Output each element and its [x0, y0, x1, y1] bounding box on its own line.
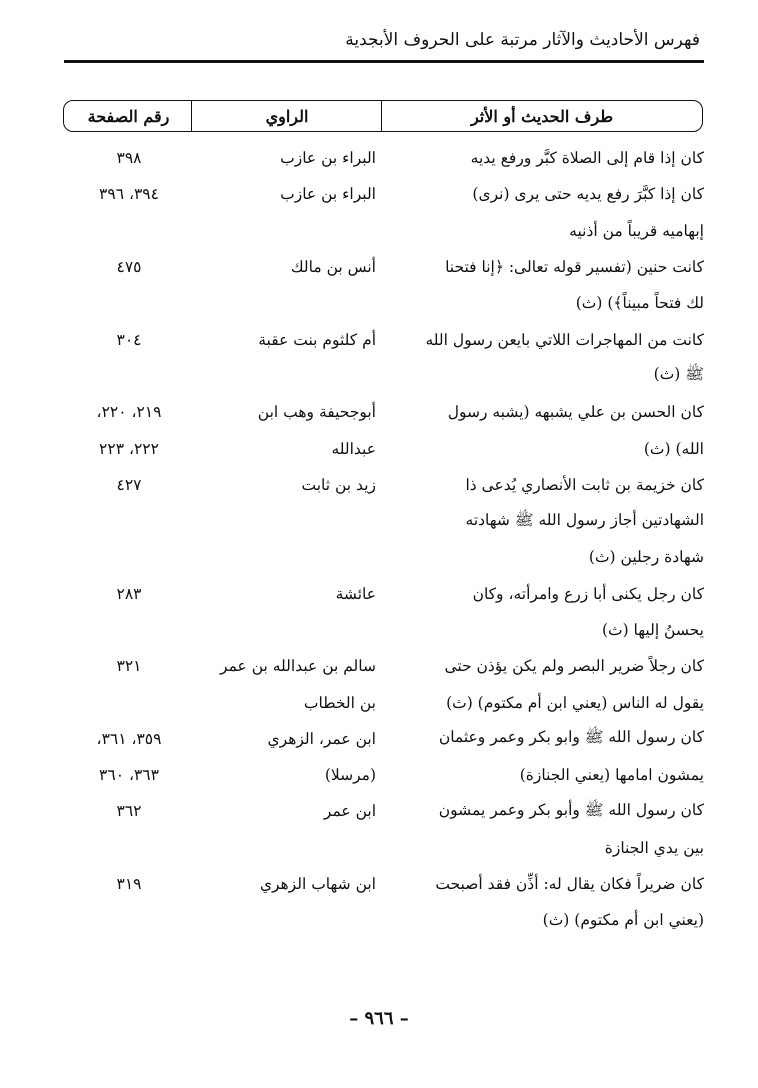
hadith-text: كان ضريراً فكان يقال له: أذِّن فقد أصبحت [435, 875, 704, 894]
index-line [64, 757, 704, 793]
hadith-text: كان رجلاً ضرير البصر ولم يكن يؤذن حتى [444, 657, 704, 676]
narrator: البراء بن عازب [280, 149, 376, 168]
page-ref: ٤٧٥ [116, 258, 142, 277]
hadith-text: كان رسول الله ﷺ وأبو بكر وعمر يمشون [438, 800, 704, 819]
page-ref [64, 503, 194, 539]
hadith-text: بين يدي الجنازة [604, 838, 704, 857]
page-ref [64, 684, 194, 720]
page-ref [64, 539, 194, 575]
page-ref: ٣١٩ [116, 875, 142, 894]
narrator: سالم بن عبدالله بن عمر [220, 657, 376, 676]
index-line [64, 793, 704, 829]
page-ref: ٢٢٢، ٢٢٣ [99, 439, 159, 458]
narrator [216, 902, 376, 938]
narrator: ابن شهاب الزهري [259, 875, 376, 894]
page-ref: ٣٦٣، ٣٦٠ [99, 766, 159, 785]
narrator: بن الخطاب [303, 693, 376, 712]
index-line [64, 285, 704, 321]
hadith-text: كان إذا كبَّرَ رفع يديه حتى يرى (نرى) [472, 185, 704, 204]
narrator [216, 539, 376, 575]
page-ref: ٣٥٩، ٣٦١، [96, 729, 162, 748]
hadith-text: يحسنُ إليها (ث) [601, 621, 704, 639]
index-line [64, 612, 704, 648]
narrator [216, 830, 376, 866]
page-ref: ٢١٩، ٢٢٠، [96, 403, 162, 422]
narrator: البراء بن عازب [280, 185, 376, 204]
hadith-text: كان رجل يكنى أبا زرع وامرأته، وكان [472, 584, 704, 603]
page-ref: ٣٩٨ [116, 149, 142, 168]
index-line [64, 249, 704, 285]
page-ref [64, 902, 194, 938]
index-line [64, 866, 704, 902]
hadith-text: إبهاميه قريباً من أذنيه [569, 221, 704, 240]
column-header-page: رقم الصفحة [87, 106, 170, 126]
index-entries [64, 140, 704, 939]
narrator: ابن عمر [323, 802, 376, 821]
index-line [64, 684, 704, 720]
narrator [216, 358, 376, 394]
page-ref [64, 285, 194, 321]
page-ref [64, 358, 194, 394]
column-header-text: طرف الحديث أو الأثر [381, 101, 702, 131]
column-header-narrator: الراوي [191, 101, 382, 131]
index-line [64, 467, 704, 503]
narrator: عائشة [335, 584, 376, 603]
narrator: ابن عمر، الزهري [267, 729, 376, 748]
narrator: أبوجحيفة وهب ابن [257, 403, 376, 422]
index-line [64, 140, 704, 176]
index-line [64, 394, 704, 430]
page-ref: ٣٦٢ [116, 802, 142, 821]
table-header [63, 100, 703, 132]
page-ref: ٣٠٤ [116, 330, 142, 349]
page-ref: ٢٨٣ [116, 584, 142, 603]
index-line [64, 902, 704, 938]
index-line [64, 721, 704, 757]
index-line [64, 430, 704, 466]
running-head: فهرس الأحاديث والآثار مرتبة على الحروف الأبجدية [345, 30, 700, 50]
hadith-text: كانت حنين (تفسير قوله تعالى: ﴿إنا فتحنا [445, 258, 704, 277]
hadith-text: لك فتحاً مبيناً﴾) (ث) [575, 294, 704, 313]
index-line [64, 176, 704, 212]
hadith-text: يمشون امامها (يعني الجنازة) [519, 766, 704, 785]
hadith-text: كان رسول الله ﷺ وابو بكر وعمر وعثمان [438, 728, 704, 747]
narrator [216, 503, 376, 539]
narrator: أم كلثوم بنت عقبة [258, 330, 376, 349]
index-line [64, 321, 704, 357]
hadith-text: كان خزيمة بن ثابت الأنصاري يُدعى ذا [465, 475, 704, 494]
hadith-text: الله) (ث) [643, 439, 704, 458]
index-line [64, 576, 704, 612]
narrator: (مرسلا) [324, 766, 376, 785]
hadith-text: الشهادتين أجاز رسول الله ﷺ شهادته [465, 510, 704, 529]
narrator [216, 213, 376, 249]
narrator: أنس بن مالك [290, 258, 376, 277]
index-line [64, 648, 704, 684]
header-rule [64, 60, 704, 63]
index-line [64, 503, 704, 539]
hadith-text: يقول له الناس (يعني ابن أم مكتوم) (ث) [446, 693, 704, 712]
index-line [64, 830, 704, 866]
page-ref [64, 830, 194, 866]
hadith-text: كان إذا قام إلى الصلاة كبَّر ورفع يديه [470, 149, 704, 168]
hadith-text: كانت من المهاجرات اللاتي بايعن رسول الله [425, 330, 704, 349]
index-line [64, 213, 704, 249]
narrator: زيد بن ثابت [301, 475, 376, 494]
hadith-text: ﷺ (ث) [653, 365, 704, 384]
page-ref [64, 612, 194, 648]
narrator [216, 285, 376, 321]
index-line [64, 539, 704, 575]
page-number: – ٩٦٦ – [349, 1008, 409, 1029]
hadith-text: كان الحسن بن علي يشبهه (يشبه رسول [447, 403, 704, 422]
page-ref: ٣٢١ [116, 657, 142, 676]
page-ref: ٤٢٧ [116, 475, 142, 494]
page-ref [64, 213, 194, 249]
page-ref: ٣٩٤، ٣٩٦ [99, 185, 159, 204]
narrator [216, 612, 376, 648]
index-line [64, 358, 704, 394]
hadith-text: (يعني ابن أم مكتوم) (ث) [542, 911, 704, 930]
hadith-text: شهادة رجلين (ث) [588, 548, 704, 567]
narrator: عبدالله [331, 439, 376, 458]
